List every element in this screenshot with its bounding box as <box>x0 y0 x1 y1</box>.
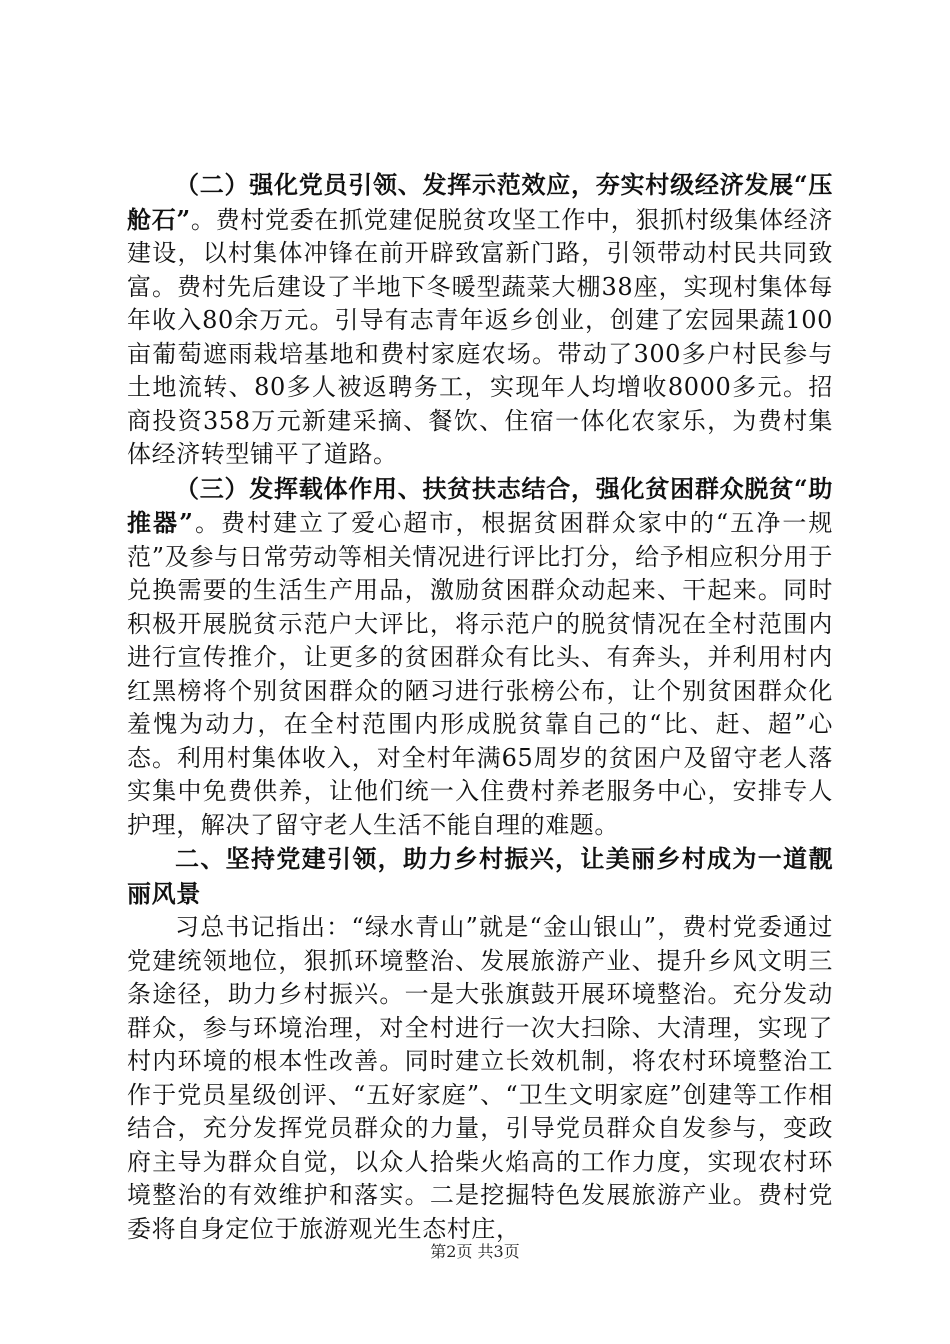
paragraph-part-2-heading <box>127 842 833 911</box>
page-footer: 第2页 共3页 <box>430 1242 520 1261</box>
paragraph-part-2-body <box>127 911 833 1246</box>
document-body <box>127 168 833 1246</box>
paragraph-section-3 <box>127 472 833 843</box>
section-body-2: 。费村党委在抓党建促脱贫攻坚工作中，狠抓村级集体经济建设，以村集体冲锋在前开辟致富新门路，引领带动村民共同致富。费村先后建设了半地下冬暖型蔬菜大棚38座，实现村集体每年收入80余万元。引导有志青年返乡创业，创建了宏园果蔬100亩葡萄遮雨栽培基地和费村家庭农场。带动了300多户村民参与土地流转、80多人被返聘务工，实现年人均增收8000多元。招商投资358万元新建采摘、餐饮、住宿一体化农家乐，为费村集体经济转型铺平了道路。 <box>127 205 833 468</box>
section-heading-2: （二）强化党员引领、发挥示范效应，夯实村级经济发展“压舱石” <box>127 170 833 234</box>
paragraph-section-2 <box>127 168 833 472</box>
section-heading-3: （三）发挥载体作用、扶贫扶志结合，强化贫困群众脱贫“助推器” <box>127 473 833 537</box>
part-body-text: 习总书记指出：“绿水青山”就是“金山银山”，费村党委通过党建统领地位，狠抓环境整治、发展旅游产业、提升乡风文明三条途径，助力乡村振兴。一是大张旗鼓开展环境整治。充分发动群众，参与环境治理，对全村进行一次大扫除、大清理，实现了村内环境的根本性改善。同时建立长效机制，将农村环境整治工作于党员星级创评、“五好家庭”、“卫生文明家庭”创建等工作相结合，充分发挥党员群众的力量，引导党员群众自发参与，变政府主导为群众自觉，以众人拾柴火焰高的工作力度，实现农村环境整治的有效维护和落实。二是挖掘特色发展旅游产业。费村党委将自身定位于旅游观光生态村庄， <box>127 913 833 1243</box>
section-body-3: 。费村建立了爱心超市，根据贫困群众家中的“五净一规范”及参与日常劳动等相关情况进行评比打分，给予相应积分用于兑换需要的生活生产用品，激励贫困群众动起来、干起来。同时积极开展脱贫示范户大评比，将示范户的脱贫情况在全村范围内进行宣传推介，让更多的贫困群众有比头、有奔头，并利用村内红黑榜将个别贫困群众的陋习进行张榜公布，让个别贫困群众化羞愧为动力，在全村范围内形成脱贫靠自己的“比、赶、超”心态。利用村集体收入，对全村年满65周岁的贫困户及留守老人落实集中免费供养，让他们统一入住费村养老服务中心，安排专人护理，解决了留守老人生活不能自理的难题。 <box>127 509 833 839</box>
part-heading-2: 二、坚持党建引领，助力乡村振兴，让美丽乡村成为一道靓丽风景 <box>127 844 833 908</box>
